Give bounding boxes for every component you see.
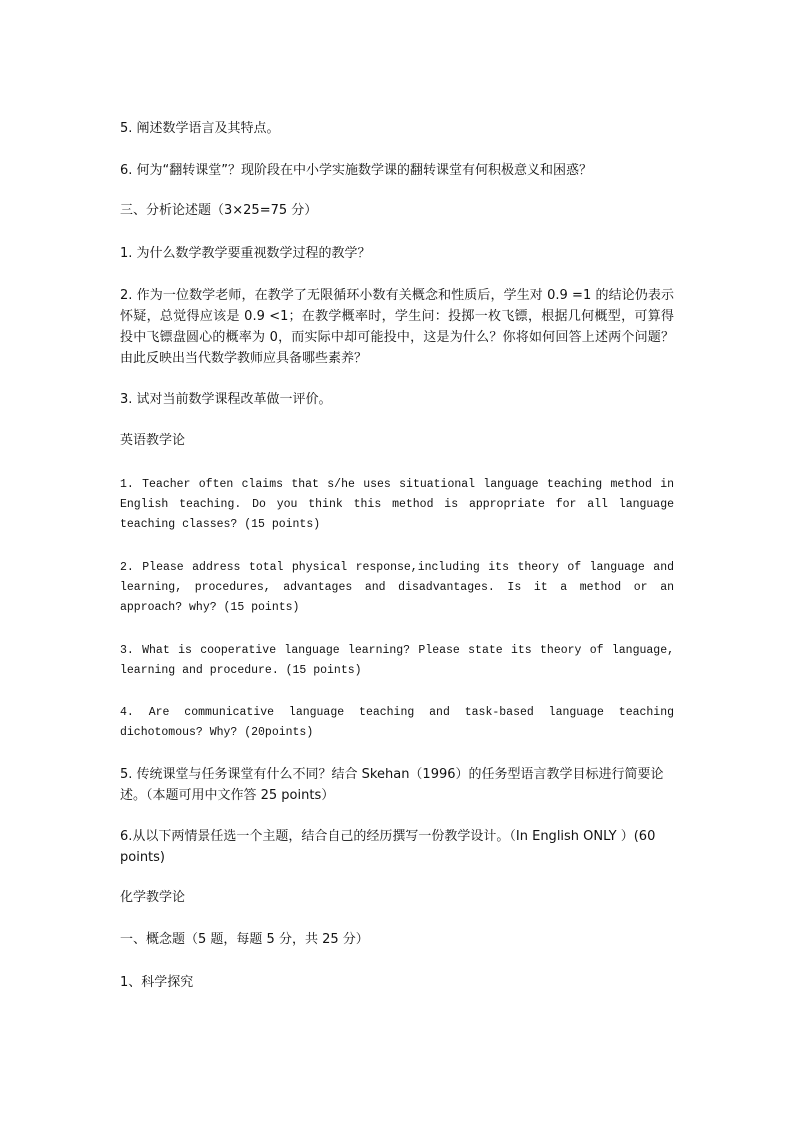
math-analysis-question-2: 2. 作为一位数学老师，在教学了无限循环小数有关概念和性质后，学生对 0.9 =1 的结论仍表示怀疑，总觉得应该是 0.9 <1；在教学概率时，学生问：投掷一枚飞镖，根据几何概型，可算得投中飞镖盘圆心的概率为 0，而实际中却可能投中，这是为什么？你将如何回答上述两个问题？由此反映出当代数学教师应具备哪些素养？ xyxy=(120,288,674,366)
english-question-2: 2. Please address total physical response,including its theory of language and learning, procedures, advantages and disadvantages. Is it a method or an approach? why? (15 points) xyxy=(120,561,674,614)
math-section-3-heading: 三、分析论述题（3×25=75 分） xyxy=(120,203,318,218)
chemistry-section-title: 化学教学论 xyxy=(120,890,186,905)
english-question-4: 4. Are communicative language teaching and task-based language teaching dichotomous? Why? (20points) xyxy=(120,706,674,739)
math-analysis-question-1: 1. 为什么数学教学要重视数学过程的教学？ xyxy=(120,246,371,261)
math-question-6: 6. 何为“翻转课堂”？现阶段在中小学实施数学课的翻转课堂有何积极意义和困惑？ xyxy=(120,163,593,178)
english-question-6: 6.从以下两情景任选一个主题，结合自己的经历撰写一份教学设计。（In English ONLY ）(60 points) xyxy=(120,829,656,865)
english-question-3: 3. What is cooperative language learning? Please state its theory of language, learning and procedure. (15 points) xyxy=(120,644,674,677)
math-analysis-question-3: 3. 试对当前数学课程改革做一评价。 xyxy=(120,392,332,407)
english-section-title: 英语教学论 xyxy=(120,433,186,448)
math-question-5: 5. 阐述数学语言及其特点。 xyxy=(120,121,280,136)
english-question-1: 1. Teacher often claims that s/he uses situational language teaching method in English teaching. Do you think this method is appropriate for all language teaching classes? (15 points) xyxy=(120,478,674,531)
chemistry-section-1-heading: 一、概念题（5 题，每题 5 分，共 25 分） xyxy=(120,932,369,947)
english-question-5: 5. 传统课堂与任务课堂有什么不同？结合 Skehan（1996）的任务型语言教学目标进行简要论述。（本题可用中文作答 25 points） xyxy=(120,767,664,803)
chemistry-concept-1: 1、科学探究 xyxy=(120,975,194,990)
